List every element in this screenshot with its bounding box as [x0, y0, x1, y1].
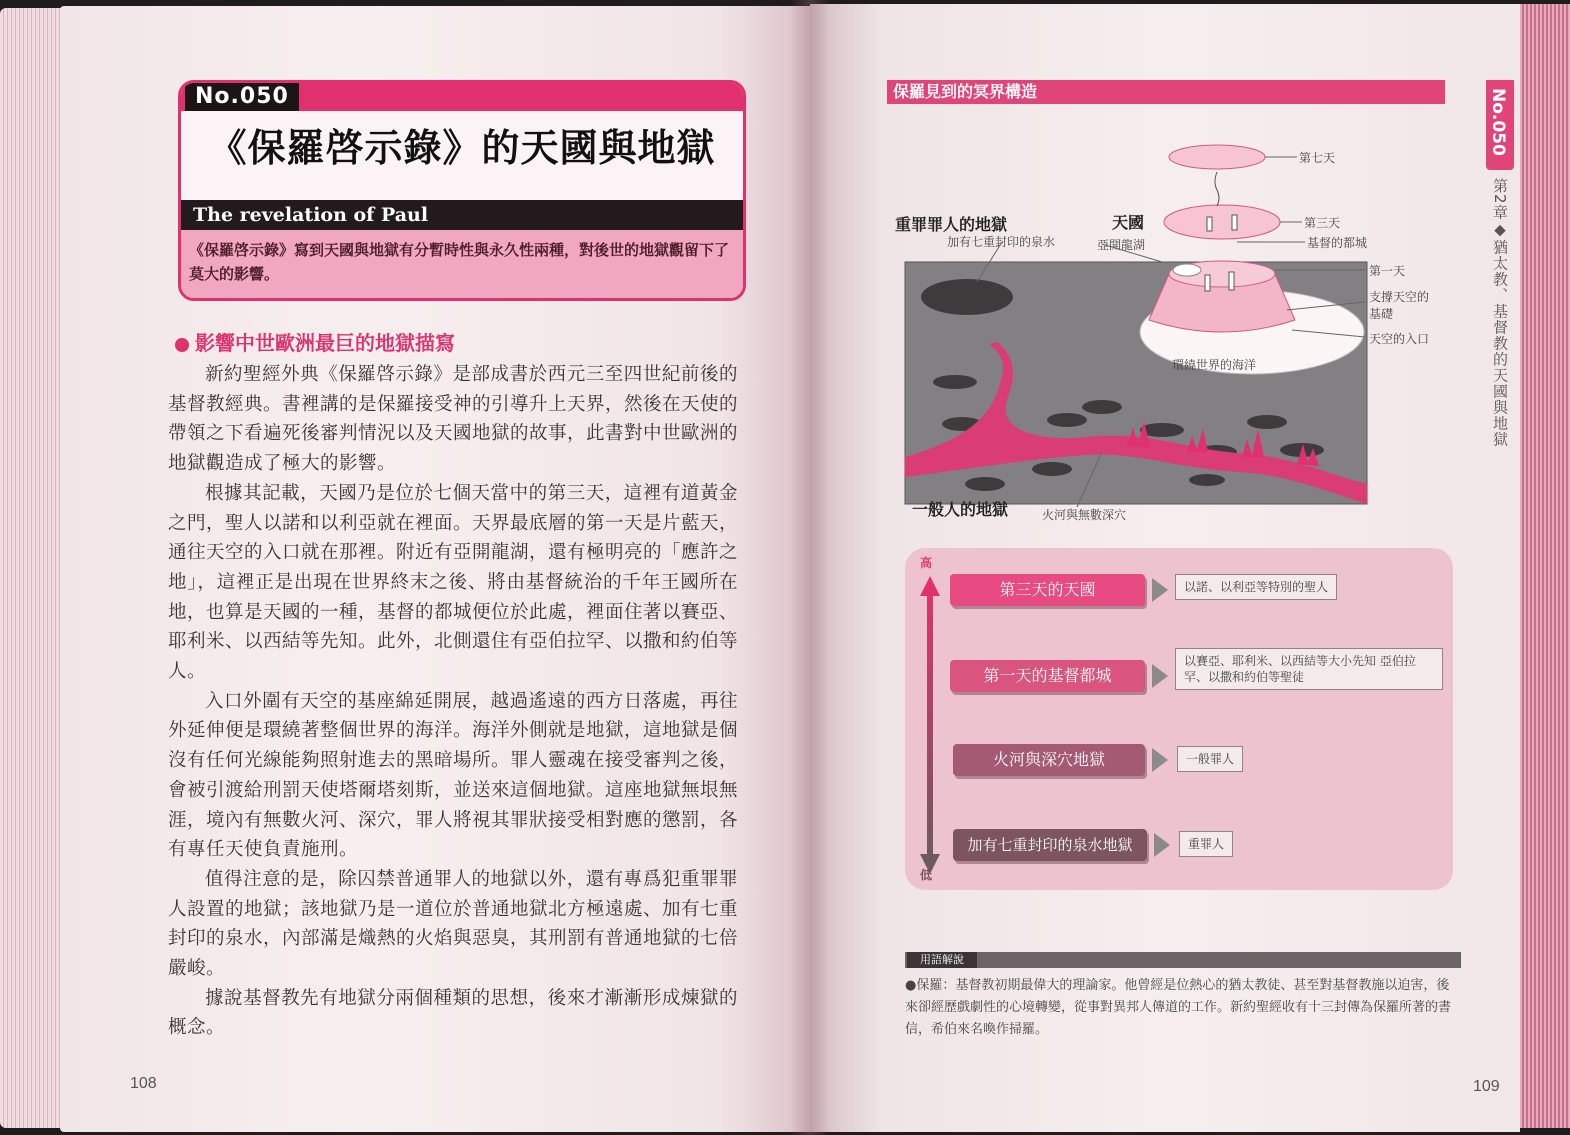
acheron-lake — [1173, 264, 1201, 276]
rank-low-label: 低 — [920, 868, 933, 882]
page-number-left: 108 — [130, 1075, 157, 1092]
label-heaven-base: 支撐天空的基礎 — [1369, 290, 1430, 321]
heaven-gate-icon — [1207, 217, 1212, 231]
label-heaven: 天國 — [1112, 213, 1145, 232]
body-paragraph: 據說基督教先有地獄分兩個種類的思想，後來才漸漸形成煉獄的概念。 — [168, 987, 738, 1039]
rank-panel — [905, 548, 1453, 890]
label-seventh-heaven: 第七天 — [1299, 151, 1336, 165]
subtitle-bar — [181, 200, 743, 230]
rank-who: 一般罪人 — [1177, 746, 1243, 772]
seventh-heaven — [1169, 145, 1265, 169]
underworld-illustration — [887, 112, 1457, 532]
label-sealed-spring: 加有七重封印的泉水 — [947, 235, 1056, 249]
title-box — [178, 80, 746, 301]
book-gutter — [790, 0, 830, 1135]
diagram-title: 保羅見到的冥界構造 — [893, 82, 1038, 101]
section-heading-text: 影響中世歐洲最巨的地獄描寫 — [195, 331, 455, 355]
rank-who: 以賽亞、耶利米、以西結等大小先知 亞伯拉罕、以撒和約伯等聖徒 — [1175, 648, 1443, 690]
footnote-label: 用語解說 — [907, 952, 977, 968]
rank-who: 重罪人 — [1179, 831, 1233, 857]
body-text — [168, 360, 738, 1043]
page-number-right: 109 — [1473, 1078, 1500, 1095]
sealed-spring-hell — [921, 279, 1013, 315]
rank-arrow-icon — [915, 560, 945, 885]
label-fire-rivers: 火河與無數深穴 — [1042, 508, 1127, 522]
label-acheron-lake: 亞開龍湖 — [1097, 238, 1146, 252]
heaven-gate-icon — [1232, 215, 1237, 230]
underworld-diagram — [887, 112, 1457, 532]
label-grave-hell: 重罪罪人的地獄 — [895, 215, 1008, 234]
label-third-heaven: 第三天 — [1304, 216, 1341, 230]
page-title: 《保羅啓示錄》的天國與地獄 — [208, 126, 716, 170]
body-paragraph: 入口外圍有天空的基座綿延開展，越過遙遠的西方日落處，再往外延伸便是環繞著整個世界的海洋。海洋外側就是地獄，這地獄是個沒有任何光線能夠照射進去的黑暗場所。罪人靈魂在接受審判之後，會被引渡給刑罰天使塔爾塔刻斯，並送來這個地獄。這座地獄無垠無涯，境內有無數火河、深穴，罪人將視其罪狀接受相對應的懲罰，各有專任天使負責施刑。 — [168, 690, 739, 861]
section-heading — [175, 327, 455, 356]
rank-place: 第一天的基督都城 — [950, 660, 1145, 692]
city-tower-icon — [1205, 275, 1210, 291]
arrow-right-icon — [1152, 748, 1168, 772]
pit-icon — [965, 477, 1005, 491]
city-tower-icon — [1229, 272, 1234, 290]
intro-area — [181, 230, 743, 298]
rank-place: 火河與深穴地獄 — [953, 744, 1145, 776]
bullet-dot-icon — [175, 338, 189, 352]
rank-high-label: 高 — [920, 556, 933, 570]
pit-icon — [1247, 415, 1287, 429]
entry-number: No.050 — [185, 83, 299, 111]
footnote-bar — [905, 952, 1461, 968]
intro-text: 《保羅啓示錄》寫到天國與地獄有分暫時性與永久性兩種，對後世的地獄觀留下了莫大的影響。 — [189, 241, 730, 283]
label-first-heaven: 第一天 — [1369, 264, 1406, 278]
third-heaven — [1164, 205, 1280, 239]
arrow-right-icon — [1152, 664, 1168, 688]
rank-who: 以諾、以利亞等特別的聖人 — [1175, 574, 1337, 600]
side-tab-number: No.050 — [1488, 88, 1508, 156]
arrow-right-icon — [1152, 578, 1168, 602]
arrow-right-icon — [1154, 833, 1170, 857]
pit-icon — [1189, 474, 1225, 486]
side-tab — [1486, 80, 1514, 170]
pit-icon — [1047, 413, 1087, 427]
ascent-line — [1215, 172, 1219, 206]
diagram-title-bar — [887, 80, 1445, 104]
pit-icon — [1082, 400, 1122, 414]
pit-icon — [1032, 462, 1072, 476]
footnote-text: ●保羅：基督教初期最偉大的理論家。他曾經是位熱心的猶太教徒、甚至對基督教施以迫害，後來卻經歷戲劇性的心境轉變，從事對異邦人傳道的工作。新約聖經收有十三封傳為保羅所著的書信，希伯來名喚作掃羅。 — [905, 978, 1452, 1037]
body-paragraph: 值得注意的是，除囚禁普通罪人的地獄以外，還有專爲犯重罪罪人設置的地獄；該地獄乃是一道位於普通地獄北方極遠處、加有七重封印的泉水，內部滿是熾熱的火焰與惡臭，其刑罰有普通地獄的七倍嚴峻。 — [168, 868, 739, 980]
english-subtitle: The revelation of Paul — [193, 204, 429, 226]
label-heaven-entrance: 天空的入口 — [1369, 332, 1430, 346]
chapter-running-head: 第2章◆猶太教、基督教的天國與地獄 — [1491, 178, 1509, 448]
label-world-ocean: 環繞世界的海洋 — [1172, 358, 1257, 372]
body-paragraph: 根據其記載，天國乃是位於七個天當中的第三天，這裡有道黃金之門，聖人以諾和以利亞就在裡面。天界最底層的第一天是片藍天，通往天空的入口就在那裡。附近有亞開龍湖，還有極明亮的「應許之地」，這裡正是出現在世界終末之後、將由基督統治的千年王國所在地，也算是天國的一種，基督的都城便位於此處，裡面住著以賽亞、耶利米、以西結等先知。此外，北側還住有亞伯拉罕、以撒和約伯等人。 — [168, 482, 739, 683]
label-common-hell: 一般人的地獄 — [912, 500, 1009, 519]
pit-icon — [933, 375, 977, 389]
body-paragraph: 新約聖經外典《保羅啓示錄》是部成書於西元三至四世紀前後的基督教經典。書裡講的是保羅接受神的引導升上天界，然後在天使的帶領之下看遍死後審判情況以及天國地獄的故事，此書對中世歐洲的地獄觀造成了極大的影響。 — [168, 364, 739, 475]
rank-place: 第三天的天國 — [950, 574, 1145, 606]
rank-place: 加有七重封印的泉水地獄 — [953, 829, 1147, 861]
label-christ-city: 基督的都城 — [1307, 236, 1368, 250]
